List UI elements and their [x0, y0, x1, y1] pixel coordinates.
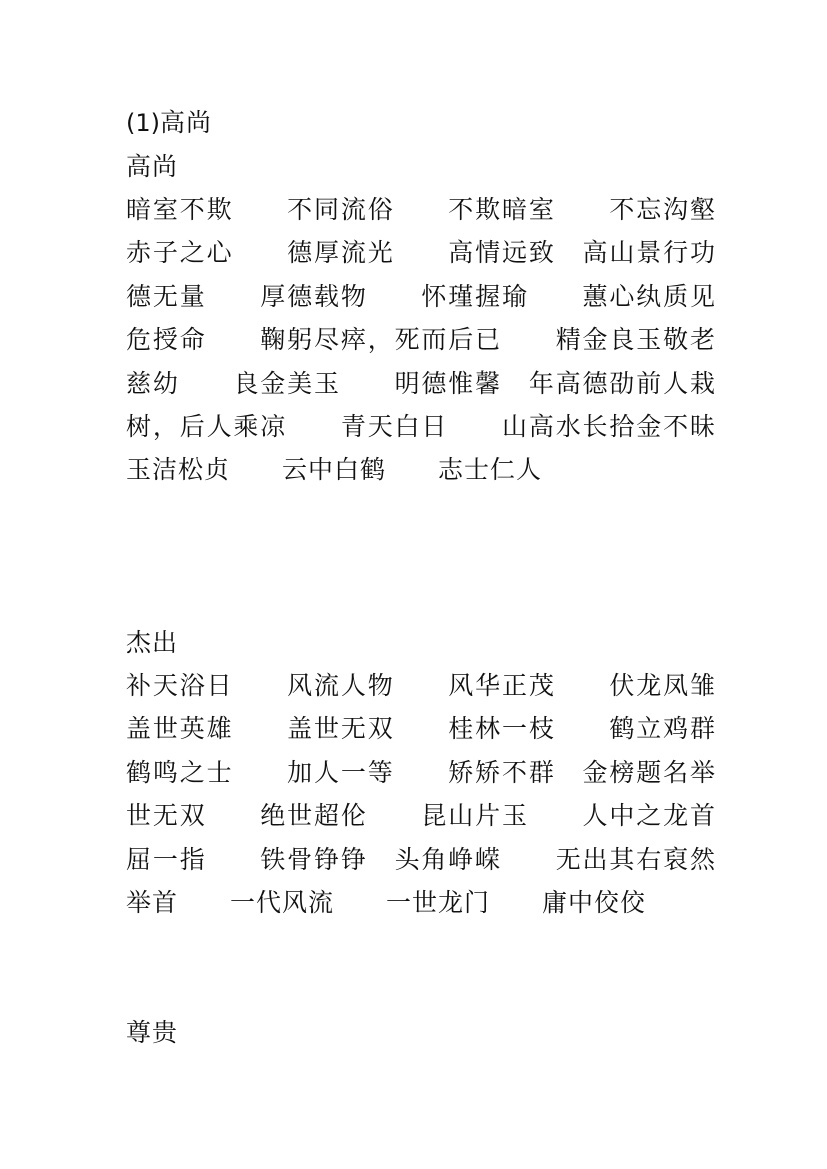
section-title-gaoshang: 高尚: [126, 152, 179, 181]
heading-number: (1): [126, 109, 160, 137]
section-body-jiechu: 补天浴日 风流人物 风华正茂 伏龙凤雏盖世英雄 盖世无双 桂林一枝 鹤立鸡群鹤鸣之士 加人一等 矫矫不群 金榜题名举世无双 绝世超伦 昆山片玉 人中之龙首屈一指 铁骨铮铮 头角峥嵘 无出其右裒然举首 一代风流 一世龙门 庸中佼佼: [126, 671, 716, 918]
section-title-zungui: 尊贵: [126, 1018, 179, 1047]
section-body-gaoshang: 暗室不欺 不同流俗 不欺暗室 不忘沟壑赤子之心 德厚流光 高情远致 高山景行功德无量 厚德载物 怀瑾握瑜 蕙心纨质见危授命 鞠躬尽瘁，死而后已 精金良玉敬老慈幼 良金美玉 明德惟馨 年高德劭前人栽树，后人乘凉 青天白日 山高水长拾金不昧 玉洁松贞 云中白鹤 志士仁人: [126, 195, 769, 485]
section-title-jiechu: 杰出: [126, 628, 179, 657]
top-heading: [126, 108, 716, 138]
heading-text: 高尚: [160, 108, 213, 137]
